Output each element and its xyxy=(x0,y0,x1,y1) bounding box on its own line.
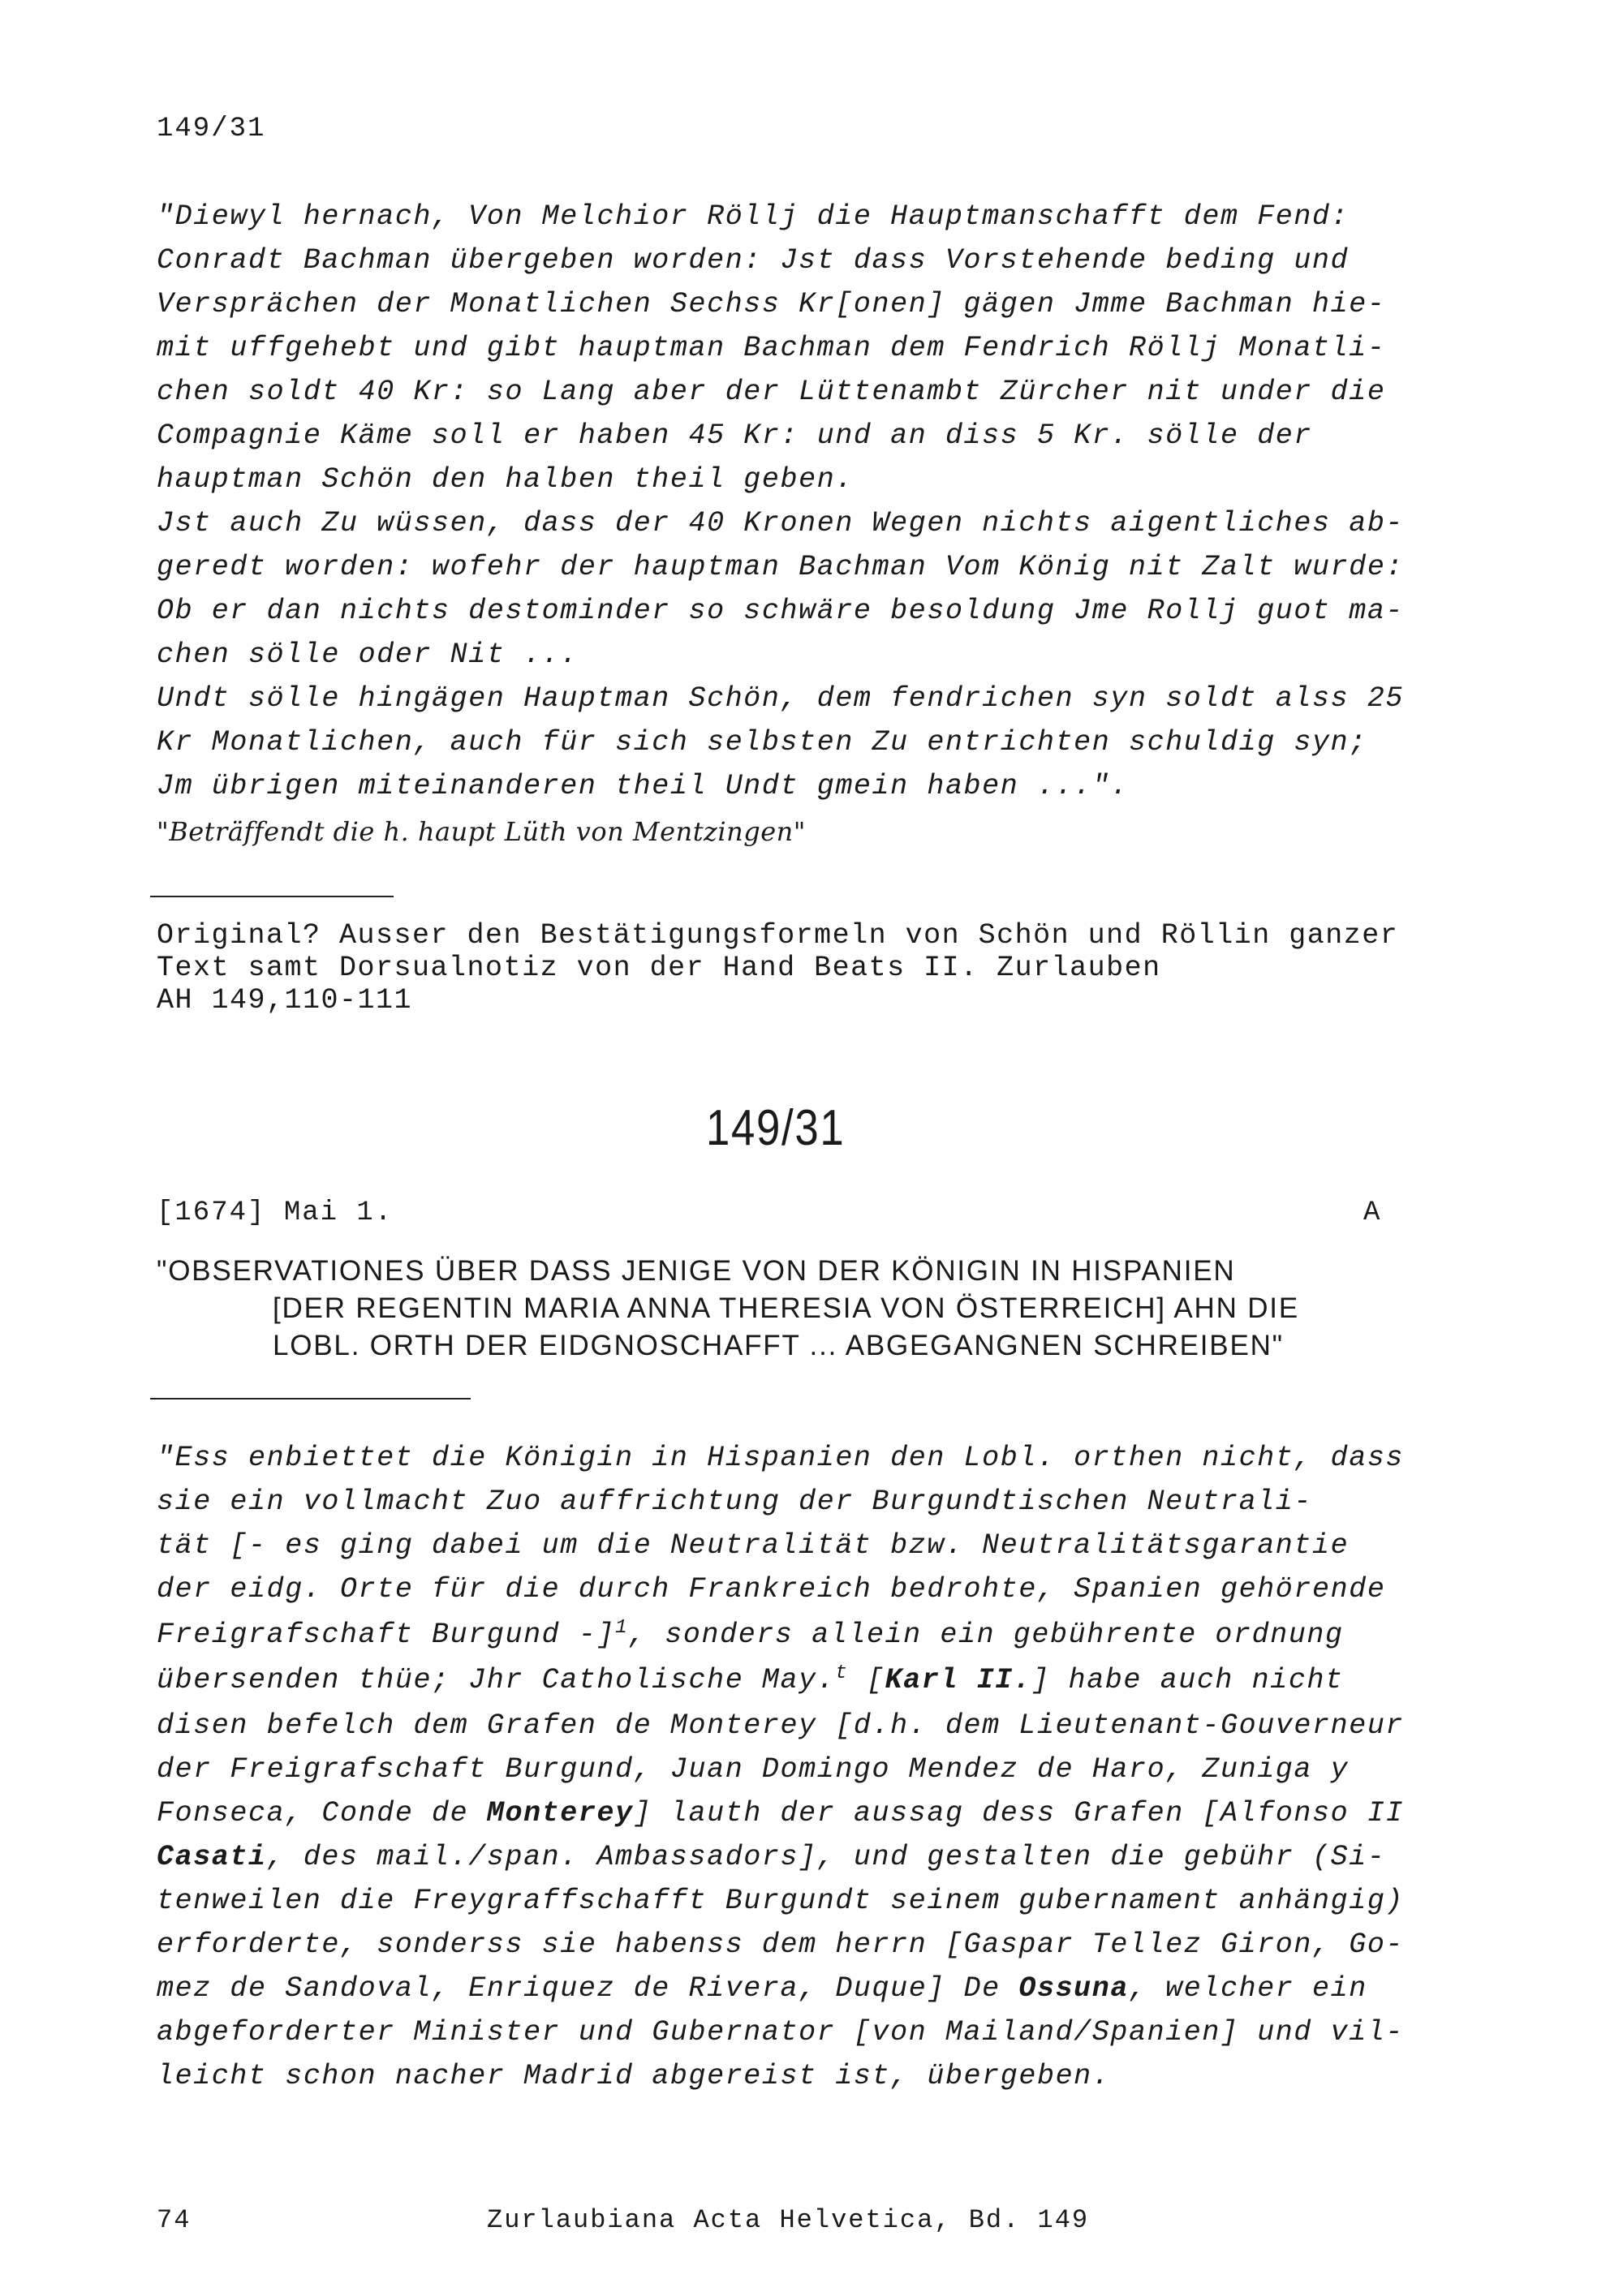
quote2-text: Freigrafschaft Burgund -] xyxy=(157,1619,616,1651)
quote2-line: erforderte, sonderss sie habenss dem herrn [Gaspar Tellez Giron, Go- xyxy=(157,1928,1405,1961)
quote2-line xyxy=(157,1972,1367,2005)
title-divider xyxy=(150,1398,471,1400)
quote2-line: tät [- es ging dabei um die Neutralität bzw. Neutralitätsgarantie xyxy=(157,1529,1350,1562)
bold-name: Karl II. xyxy=(885,1664,1032,1696)
dorsual-note: "Beträffendt die h. haupt Lüth von Mentzingen" xyxy=(157,816,806,847)
entry-title-line: LOBL. ORTH DER EIDGNOSCHAFFT ... ABGEGANGNEN SCHREIBEN" xyxy=(273,1330,1284,1361)
entry-marker: A xyxy=(1363,1197,1380,1228)
entry-title-line: [DER REGENTIN MARIA ANNA THERESIA VON ÖSTERREICH] AHN DIE xyxy=(273,1292,1299,1324)
quote2-text: ] lauth der aussag dess Grafen [Alfonso II xyxy=(633,1797,1405,1829)
quote1-line: Jm übrigen miteinanderen theil Undt gmein haben ...". xyxy=(157,770,1129,802)
quote2-text: ] habe auch nicht xyxy=(1031,1664,1344,1696)
quote1-line: "Diewyl hernach, Von Melchior Röllj die Hauptmanschafft dem Fend: xyxy=(157,200,1350,233)
quote1-line: Jst auch Zu wüssen, dass der 40 Kronen Wegen nichts aigentliches ab- xyxy=(157,507,1405,540)
quote2-line: leicht schon nacher Madrid abgereist ist, übergeben. xyxy=(157,2060,1111,2092)
provenance-line: Text samt Dorsualnotiz von der Hand Beats II. Zurlauben xyxy=(157,952,1161,984)
quote2-line: der Freigrafschaft Burgund, Juan Domingo Mendez de Haro, Zuniga y xyxy=(157,1753,1350,1786)
page-header-id: 149/31 xyxy=(157,114,266,144)
quote1-line: Ob er dan nichts destominder so schwäre besoldung Jme Rollj guot ma- xyxy=(157,595,1405,627)
superscript: t xyxy=(835,1662,849,1684)
quote2-text: , sonders allein ein gebührente ordnung xyxy=(628,1619,1344,1651)
quote2-text: [ xyxy=(848,1664,885,1696)
entry-number: 149/31 xyxy=(706,1100,846,1156)
quote2-line: tenweilen die Freygraffschafft Burgundt seinem gubernament anhängig) xyxy=(157,1885,1405,1917)
entry-date: [1674] Mai 1. xyxy=(157,1197,394,1228)
quote1-line: mit uffgehebt und gibt hauptman Bachman dem Fendrich Röllj Monatli- xyxy=(157,332,1386,364)
quote1-line: Versprächen der Monatlichen Sechss Kr[onen] gägen Jmme Bachman hie- xyxy=(157,288,1386,320)
entry-title-line: "OBSERVATIONES ÜBER DASS JENIGE VON DER KÖNIGIN IN HISPANIEN xyxy=(157,1255,1236,1287)
bold-name: Monterey xyxy=(486,1797,634,1829)
quote1-line: Compagnie Käme soll er haben 45 Kr: und an diss 5 Kr. sölle der xyxy=(157,419,1313,452)
quote1-line: geredt worden: wofehr der hauptman Bachman Vom König nit Zalt wurde: xyxy=(157,551,1405,583)
footnote-ref: 1 xyxy=(615,1617,629,1639)
provenance-line: AH 149,110-111 xyxy=(157,984,413,1017)
quote2-text: , des mail./span. Ambassadors], und gestalten die gebühr (Si- xyxy=(266,1841,1386,1873)
quote2-text: mez de Sandoval, Enriquez de Rivera, Duque] De xyxy=(157,1972,1019,2005)
provenance-line: Original? Ausser den Bestätigungsformeln von Schön und Röllin ganzer xyxy=(157,919,1399,952)
quote2-line: disen befelch dem Grafen de Monterey [d.h. dem Lieutenant-Gouverneur xyxy=(157,1709,1405,1742)
quote2-line xyxy=(157,1662,1344,1696)
quote1-line: chen sölle oder Nit ... xyxy=(157,638,579,671)
quote2-line xyxy=(157,1617,1344,1651)
quote1-line: chen soldt 40 Kr: so Lang aber der Lüttenambt Zürcher nit under die xyxy=(157,376,1386,408)
quote2-line xyxy=(157,1799,1404,1828)
quote1-line: hauptman Schön den halben theil geben. xyxy=(157,463,854,496)
quote1-line: Kr Monatlichen, auch für sich selbsten Zu entrichten schuldig syn; xyxy=(157,726,1367,759)
quote2-line: der eidg. Orte für die durch Frankreich bedrohte, Spanien gehörende xyxy=(157,1573,1386,1606)
quote2-text: , welcher ein xyxy=(1129,1972,1367,2005)
quote2-line xyxy=(157,1843,1385,1872)
footnote-divider xyxy=(150,896,394,897)
quote2-line: sie ein vollmacht Zuo auffrichtung der Burgundtischen Neutrali- xyxy=(157,1486,1313,1518)
quote2-line: abgeforderter Minister und Gubernator [von Mailand/Spanien] und vil- xyxy=(157,2016,1405,2049)
quote2-text: übersenden thüe; Jhr Catholische May. xyxy=(157,1664,836,1696)
quote1-line: Conradt Bachman übergeben worden: Jst dass Vorstehende beding und xyxy=(157,244,1350,277)
quote2-line: "Ess enbiettet die Königin in Hispanien den Lobl. orthen nicht, dass xyxy=(157,1442,1405,1474)
series-title: Zurlaubiana Acta Helvetica, Bd. 149 xyxy=(487,2205,1090,2235)
quote2-text: Fonseca, Conde de xyxy=(157,1797,487,1829)
quote1-line: Undt sölle hingägen Hauptman Schön, dem fendrichen syn soldt alss 25 xyxy=(157,682,1405,715)
page-number: 74 xyxy=(157,2205,192,2235)
bold-name: Casati xyxy=(157,1841,267,1873)
bold-name: Ossuna xyxy=(1018,1972,1129,2005)
